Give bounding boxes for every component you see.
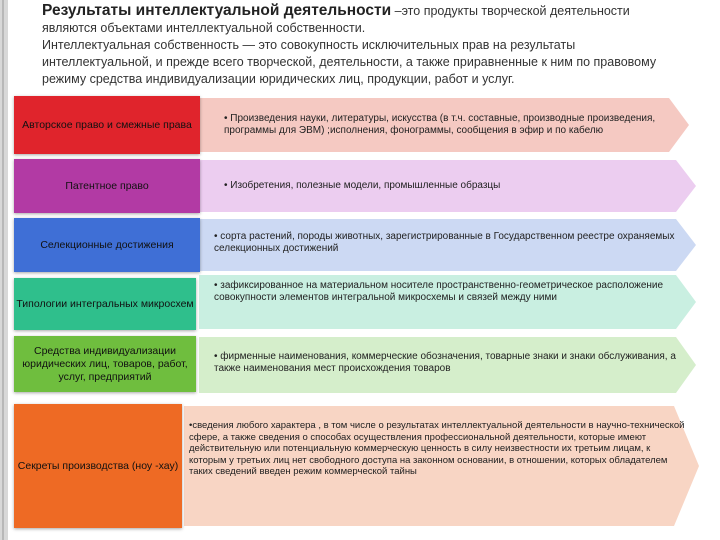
left-decorative-bar: [0, 0, 8, 540]
row-label-box: [14, 278, 196, 330]
row-copyright: [14, 94, 704, 156]
row-label-box: [14, 336, 196, 392]
row-description-text: • фирменные наименования, коммерческие обозначения, товарные знаки и знаки обслуживания, а также наименования мест происхождения товаров: [214, 351, 676, 374]
row-individualization: [14, 334, 704, 396]
row-label: Секреты производства (ноу -хау): [17, 459, 179, 472]
row-label: Патентное право: [65, 179, 149, 192]
row-description-text: • сорта растений, породы животных, зарегистрированные в Государственном реестре охраняемых селекционных достижений: [214, 231, 675, 254]
row-label: Селекционные достижения: [40, 238, 174, 251]
left-decorative-line: [2, 0, 4, 540]
row-patent: [14, 157, 704, 215]
row-description-text: • Изобретения, полезные модели, промышленные образцы: [224, 180, 501, 191]
row-description: [214, 272, 684, 312]
row-label-box: [14, 159, 200, 213]
row-label-box: [14, 404, 182, 528]
row-description: [224, 160, 679, 212]
row-selection: [14, 216, 704, 274]
intro-text-block: [42, 2, 682, 88]
row-know-how: [14, 402, 704, 530]
row-description: [224, 98, 674, 152]
row-description: [214, 337, 684, 389]
row-description-text: • зафиксированное на материальном носителе пространственно-геометрическое расположение совокупности элементов интегральной микросхемы и связей между ними: [214, 280, 664, 303]
title-tail: –это продукты творческой деятельности являются объектами интеллектуальной собственности.: [42, 4, 630, 35]
page-title: Результаты интеллектуальной деятельности: [42, 2, 392, 19]
row-description-text: • Произведения науки, литературы, искусства (в т.ч. составные, производные произведения, программы для ЭВМ) ;исполнения, фонограммы, сообщения в эфир и по кабелю: [224, 113, 656, 136]
row-description: [189, 420, 689, 500]
row-description-text: •сведения любого характера , в том числе о результатах интеллектуальной деятельности в научно-технической сфере, а также сведения о способах осуществления профессиональной деятельности, которые имеют действительную или потенциальную коммерческую ценность в силу неизвестности их третьим лицам, к которым у третьих лиц нет свободного доступа на законном основании, в отношении, которых обладателем таких сведений введен режим коммерческой тайны: [189, 420, 685, 477]
row-label-box: [14, 96, 200, 154]
row-label-box: [14, 218, 200, 272]
intro-paragraph: Интеллектуальная собственность — это совокупность исключительных прав на результаты интеллектуальной, и прежде всего творческой, деятельности, а также приравненные к ним по правовому режиму средства индивидуализации юридических лиц, продукции, работ и услуг.: [42, 38, 657, 86]
row-label: Авторское право и смежные права: [22, 118, 192, 131]
row-description: [214, 219, 684, 267]
row-label: Типологии интегральных микросхем: [16, 297, 194, 310]
row-topology: [14, 272, 704, 332]
row-label: Средства индивидуализации юридических лиц, товаров, работ, услуг, предприятий: [22, 344, 188, 383]
